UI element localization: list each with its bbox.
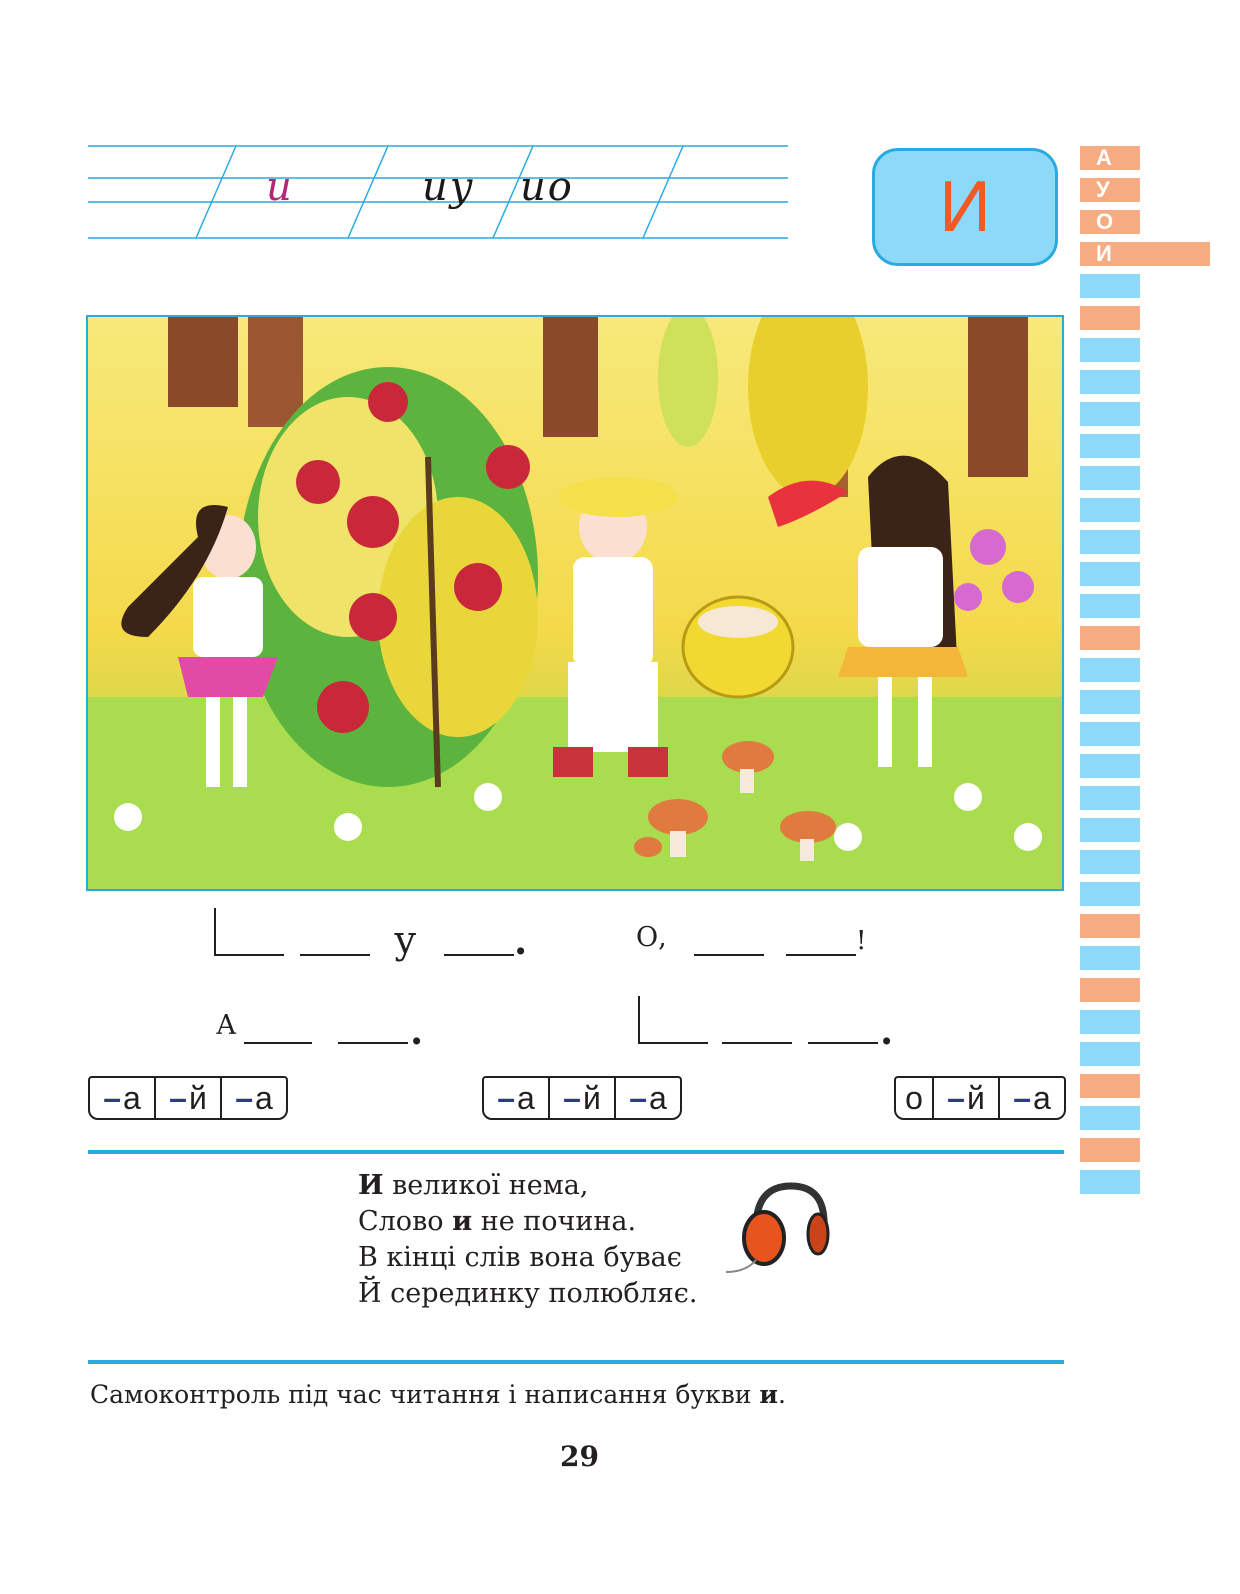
word-line xyxy=(722,1042,792,1044)
strip-bar xyxy=(1080,402,1140,426)
strip-letter: О xyxy=(1096,209,1114,234)
strip-bar xyxy=(1080,498,1140,522)
illustration xyxy=(86,315,1064,891)
poem-line: В кінці слів вона буває xyxy=(358,1242,682,1273)
sound-cell xyxy=(484,1078,550,1118)
word-line xyxy=(638,1042,708,1044)
page-number: 29 xyxy=(560,1440,599,1473)
poem-line xyxy=(358,1204,698,1240)
letter-card xyxy=(872,148,1058,266)
sound-letter: а xyxy=(255,1079,273,1116)
strip-bar xyxy=(1080,530,1140,554)
poem-bold-letter: и xyxy=(452,1206,473,1237)
word-line xyxy=(300,954,370,956)
strip-bar xyxy=(1080,1170,1140,1194)
strip-letter-tab-current xyxy=(1080,242,1210,266)
strip-bar xyxy=(1080,818,1140,842)
capital-mark xyxy=(214,908,216,954)
strip-bar xyxy=(1080,1042,1140,1066)
strip-bar xyxy=(1080,626,1140,650)
schema-word: О, xyxy=(636,922,667,953)
dash-mark: – xyxy=(103,1079,121,1116)
forest-scene-image xyxy=(88,317,1062,889)
word-line xyxy=(244,1042,312,1044)
sound-letter: а xyxy=(123,1079,141,1116)
strip-letter-tab xyxy=(1080,178,1140,202)
schema-word: у xyxy=(394,918,417,962)
word-line xyxy=(786,954,856,956)
side-strip xyxy=(1080,146,1240,1226)
strip-bar xyxy=(1080,850,1140,874)
dash-mark: – xyxy=(947,1079,965,1116)
sound-cell xyxy=(550,1078,616,1118)
strip-bar xyxy=(1080,978,1140,1002)
strip-bar xyxy=(1080,690,1140,714)
strip-bar xyxy=(1080,1138,1140,1162)
word-line xyxy=(694,954,764,956)
sound-cell xyxy=(1000,1078,1064,1118)
footer-note-bold: и xyxy=(759,1380,778,1409)
sound-letter: а xyxy=(1033,1079,1051,1116)
strip-letter: У xyxy=(1096,177,1110,202)
strip-bar xyxy=(1080,338,1140,362)
dash-mark: – xyxy=(563,1079,581,1116)
strip-bar xyxy=(1080,882,1140,906)
sound-letter: а xyxy=(517,1079,535,1116)
strip-bar xyxy=(1080,1074,1140,1098)
strip-bar xyxy=(1080,594,1140,618)
word-line xyxy=(444,954,514,956)
strip-bar xyxy=(1080,370,1140,394)
sound-letter: а xyxy=(649,1079,667,1116)
dash-mark: – xyxy=(169,1079,187,1116)
sound-cell xyxy=(90,1078,156,1118)
poem-line: Й серединку полюбляє. xyxy=(358,1278,698,1309)
poem-line xyxy=(358,1168,698,1204)
poem-text: великої нема, xyxy=(383,1170,589,1201)
word-line xyxy=(808,1042,878,1044)
schema-word: А xyxy=(216,1010,237,1041)
handwriting-letter: и xyxy=(266,164,294,210)
schema-period: . xyxy=(880,1008,894,1053)
syllable-model-3 xyxy=(894,1076,1066,1120)
strip-bar xyxy=(1080,466,1140,490)
strip-bar xyxy=(1080,914,1140,938)
dash-mark: – xyxy=(497,1079,515,1116)
dash-mark: – xyxy=(235,1079,253,1116)
word-line xyxy=(338,1042,408,1044)
strip-bar xyxy=(1080,946,1140,970)
strip-bar xyxy=(1080,562,1140,586)
strip-bar xyxy=(1080,658,1140,682)
syllable-model-2 xyxy=(482,1076,682,1120)
strip-bar xyxy=(1080,274,1140,298)
sound-letter: й xyxy=(966,1079,985,1116)
schema-period: . xyxy=(514,918,528,963)
sound-cell xyxy=(934,1078,1000,1118)
schema-exclamation: ! xyxy=(856,926,867,956)
schema-period: . xyxy=(410,1008,424,1053)
strip-letter: А xyxy=(1096,145,1112,170)
handwriting-syllable: иу xyxy=(422,164,475,210)
syllable-model-1 xyxy=(88,1076,288,1120)
strip-bar xyxy=(1080,306,1140,330)
strip-letter-tab xyxy=(1080,146,1140,170)
sound-cell xyxy=(616,1078,680,1118)
sound-cell xyxy=(156,1078,222,1118)
poem-text: не почина. xyxy=(472,1206,637,1237)
strip-bar xyxy=(1080,786,1140,810)
strip-bar xyxy=(1080,1010,1140,1034)
footer-note-text: Самоконтроль під час читання і написання букви xyxy=(90,1380,760,1409)
strip-bar xyxy=(1080,722,1140,746)
divider xyxy=(88,1150,1064,1154)
strip-bar xyxy=(1080,1106,1140,1130)
poem-text: Слово xyxy=(358,1206,453,1237)
dash-mark: – xyxy=(629,1079,647,1116)
sound-cell: о xyxy=(896,1078,934,1118)
poem xyxy=(358,1168,698,1312)
sound-letter: й xyxy=(582,1079,601,1116)
strip-letter-tab xyxy=(1080,210,1140,234)
word-line xyxy=(214,954,284,956)
divider xyxy=(88,1360,1064,1364)
poem-bold-letter: И xyxy=(358,1170,384,1201)
handwriting-syllable: ио xyxy=(520,164,574,210)
letter-card-letter: И xyxy=(939,167,991,247)
headphones-icon xyxy=(726,1168,836,1278)
capital-mark xyxy=(638,996,640,1042)
handwriting-lines xyxy=(88,142,788,242)
strip-letter: И xyxy=(1096,241,1112,266)
footer-note-end: . xyxy=(777,1380,786,1409)
strip-bar xyxy=(1080,754,1140,778)
strip-bar xyxy=(1080,434,1140,458)
footer-note xyxy=(90,1380,786,1409)
sound-letter: й xyxy=(188,1079,207,1116)
sound-cell xyxy=(222,1078,286,1118)
dash-mark: – xyxy=(1013,1079,1031,1116)
